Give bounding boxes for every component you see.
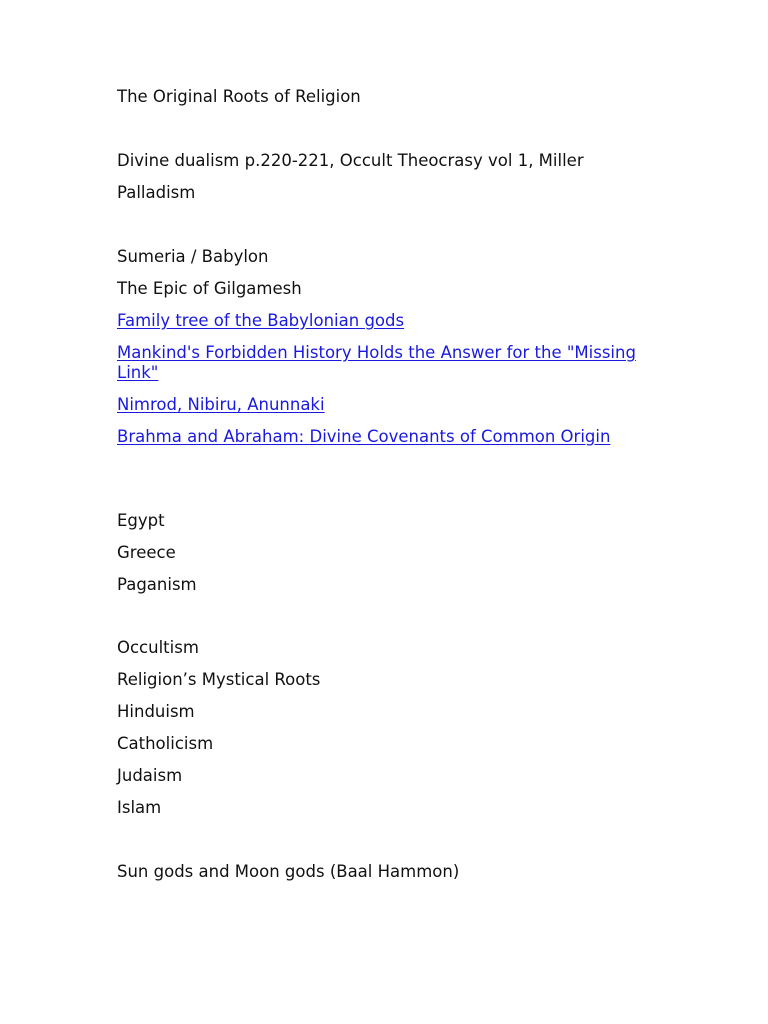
list-item-egypt: Egypt	[117, 511, 165, 530]
link-babylonian-gods[interactable]: Family tree of the Babylonian gods	[117, 311, 405, 330]
link-brahma-and-abraham[interactable]: Brahma and Abraham: Divine Covenants of Common Origin	[117, 427, 611, 446]
list-item-judaism: Judaism	[117, 766, 183, 785]
list-item-mystical-roots: Religion’s Mystical Roots	[117, 670, 321, 689]
intro-line-divine-dualism: Divine dualism p.220-221, Occult Theocrasy vol 1, Miller	[117, 151, 584, 170]
list-item-hinduism: Hinduism	[117, 702, 195, 721]
list-item-greece: Greece	[117, 543, 176, 562]
document-title: The Original Roots of Religion	[117, 87, 361, 106]
list-item-catholicism: Catholicism	[117, 734, 214, 753]
list-item-occultism: Occultism	[117, 638, 199, 657]
epic-of-gilgamesh: The Epic of Gilgamesh	[117, 279, 302, 298]
link-nimrod-nibiru-anunnaki[interactable]: Nimrod, Nibiru, Anunnaki	[117, 395, 325, 414]
list-item-paganism: Paganism	[117, 575, 197, 594]
list-item-islam: Islam	[117, 798, 162, 817]
link-mankinds-forbidden-history[interactable]: Mankind's Forbidden History Holds the Answer for the "Missing Link"	[117, 343, 636, 382]
intro-line-palladism: Palladism	[117, 183, 196, 202]
section-heading-sumeria: Sumeria / Babylon	[117, 247, 269, 266]
closing-line-sun-moon-gods: Sun gods and Moon gods (Baal Hammon)	[117, 862, 460, 881]
